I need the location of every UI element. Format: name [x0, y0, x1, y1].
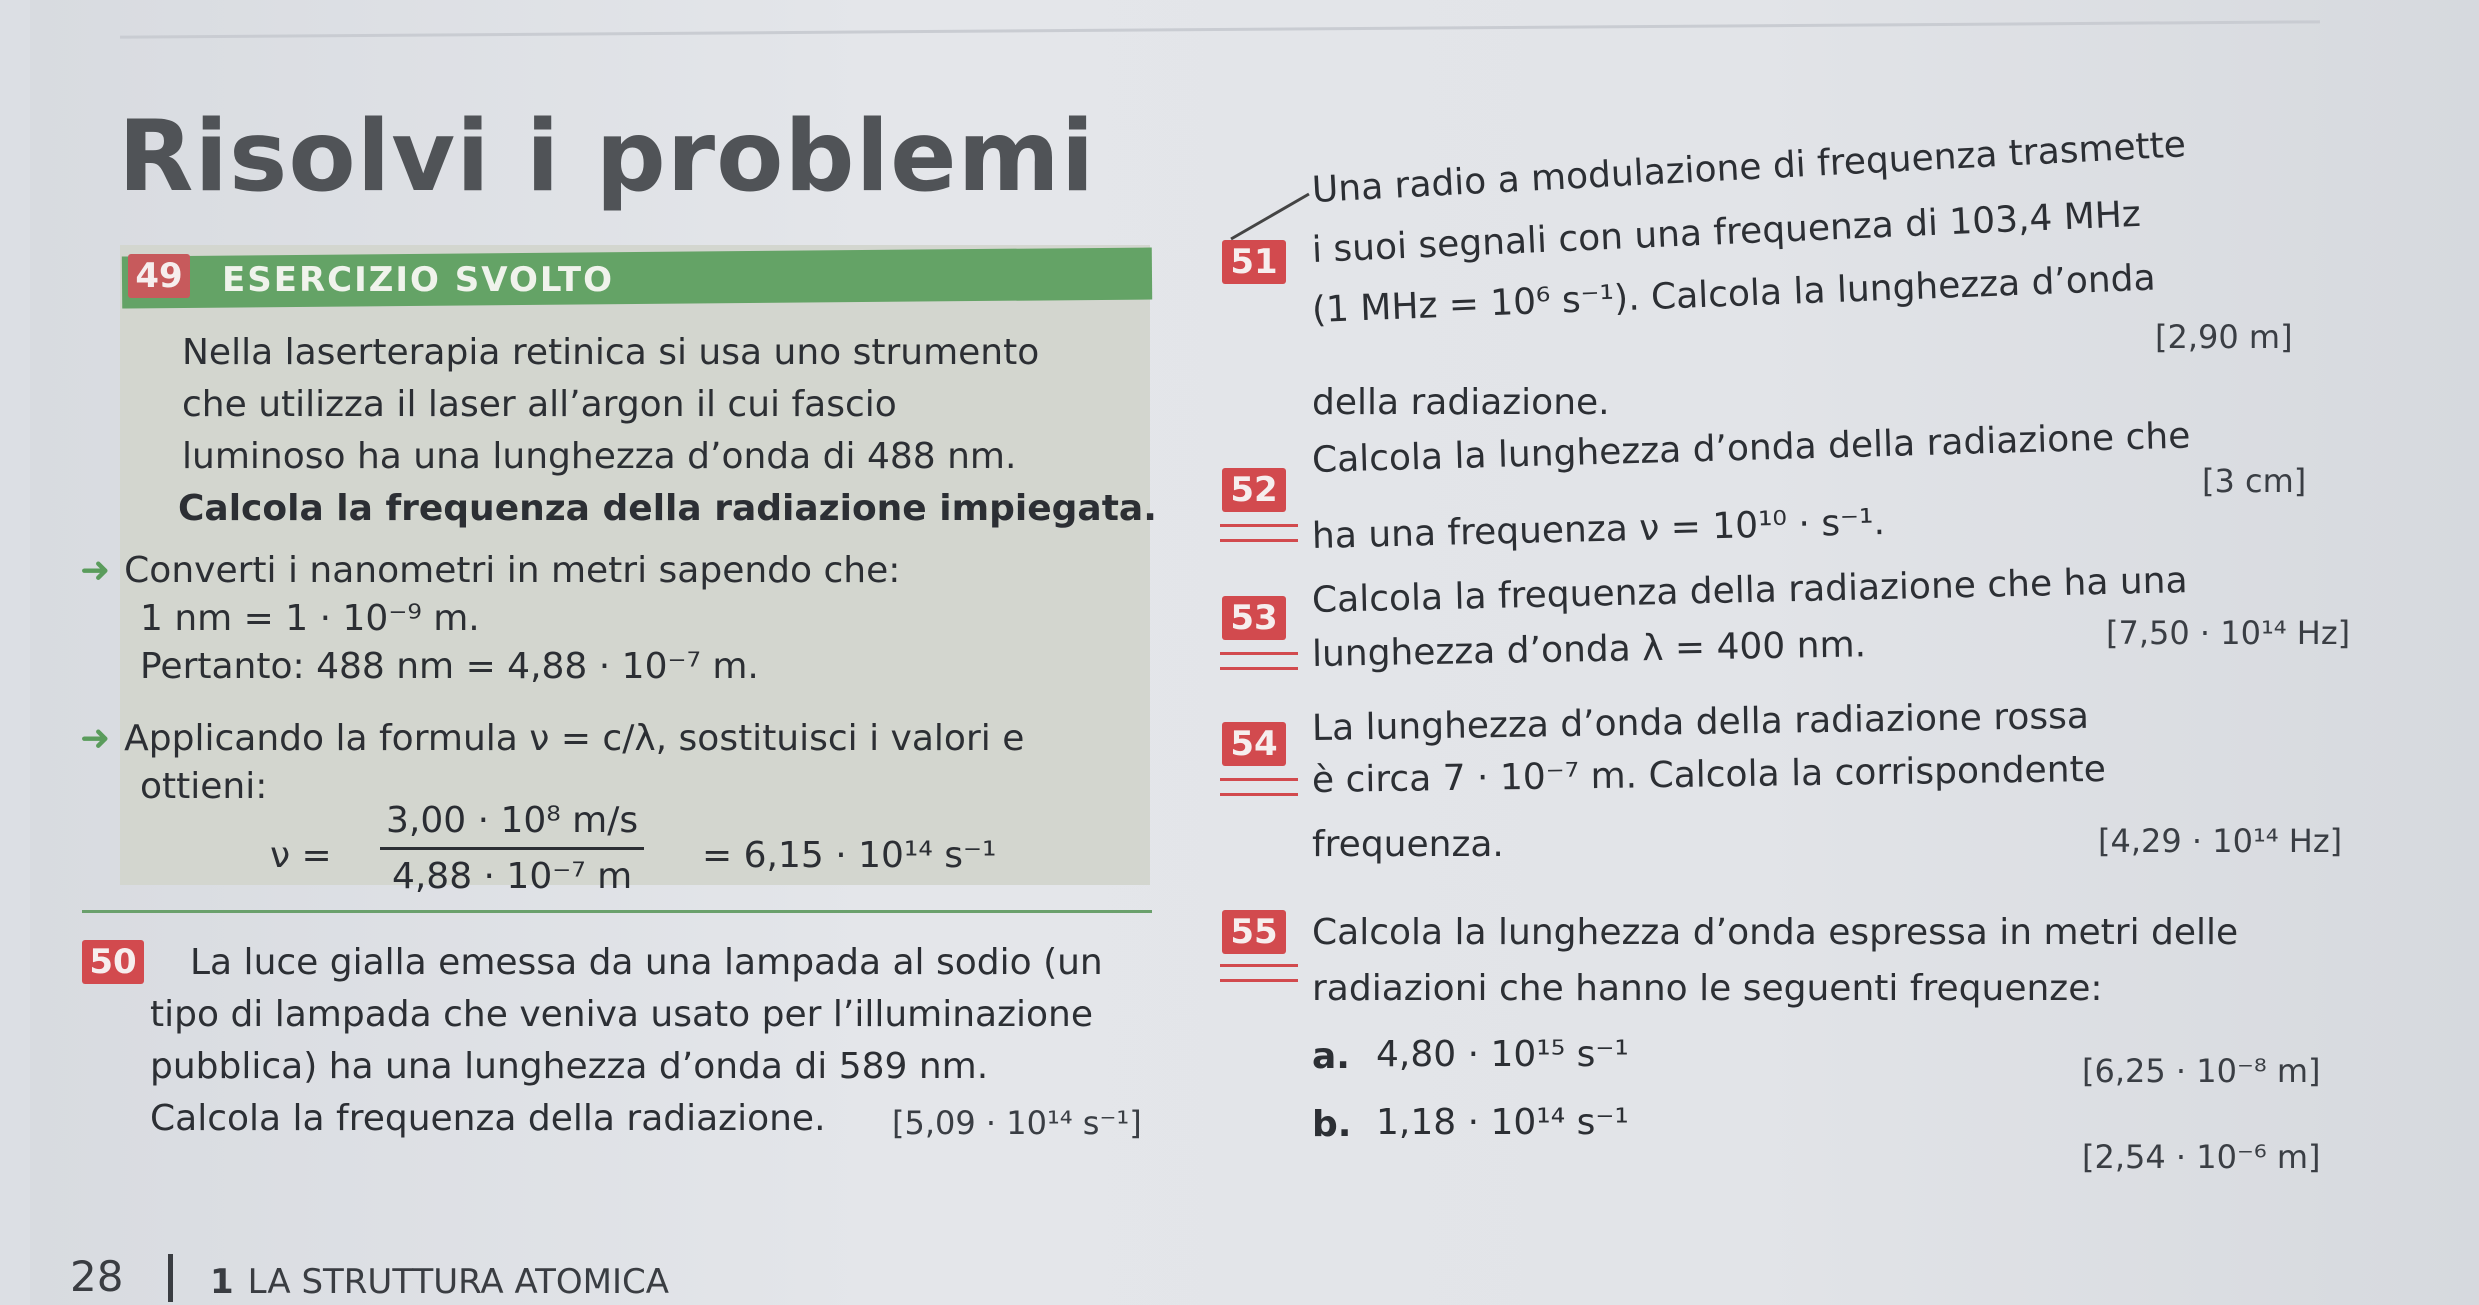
- formula-rhs: = 6,15 · 10¹⁴ s⁻¹: [702, 835, 997, 876]
- ex49-step-1: [80, 550, 900, 591]
- ex53-answer: [7,50 · 10¹⁴ Hz]: [2106, 614, 2351, 652]
- ex55-answer-b: [2,54 · 10⁻⁶ m]: [2082, 1138, 2321, 1176]
- ex51-line-3: (1 MHz = 10⁶ s⁻¹). Calcola la lunghezza d’onda: [1311, 257, 2157, 331]
- ex50-answer: [5,09 · 10¹⁴ s⁻¹]: [892, 1104, 1142, 1142]
- red-rule-marks: [1220, 964, 1298, 982]
- ex55-line-2: radiazioni che hanno le seguenti frequenze:: [1312, 968, 2103, 1009]
- section-divider: [82, 910, 1152, 913]
- ex53-line-1: Calcola la frequenza della radiazione che ha una: [1311, 560, 2188, 621]
- ex49-step-2: [80, 718, 1024, 759]
- ex55-answer-a: [6,25 · 10⁻⁸ m]: [2082, 1052, 2321, 1090]
- formula-lhs: ν =: [270, 835, 332, 876]
- ex55-item-a-label: a.: [1312, 1036, 1350, 1077]
- ex49-line-1: Nella laserterapia retinica si usa uno strumento: [182, 332, 1040, 373]
- exercise-number-50: 50: [82, 940, 144, 984]
- ex51-answer: [2,90 m]: [2155, 318, 2293, 356]
- arrow-right-icon: ➜: [80, 718, 111, 759]
- ex49-step-1-result: Pertanto: 488 nm = 4,88 · 10⁻⁷ m.: [140, 646, 759, 687]
- chapter-footer: [210, 1262, 669, 1302]
- ex49-step-2-text: Applicando la formula ν = c/λ, sostituisci i valori e: [124, 718, 1025, 759]
- footer-divider: [168, 1254, 173, 1302]
- top-rule: [120, 20, 2320, 38]
- red-rule-marks: [1220, 524, 1298, 542]
- ex49-step-1-text: Converti i nanometri in metri sapendo che:: [124, 550, 901, 591]
- ex50-line-2: tipo di lampada che veniva usato per l’illuminazione: [150, 994, 1093, 1035]
- ex49-line-2: che utilizza il laser all’argon il cui fascio: [182, 384, 897, 425]
- ex54-line-1: La lunghezza d’onda della radiazione rossa: [1311, 695, 2090, 749]
- ex52-line-1: Calcola la lunghezza d’onda della radiazione che: [1311, 415, 2191, 481]
- ex55-item-b-label: b.: [1312, 1104, 1352, 1145]
- red-rule-marks: [1220, 652, 1298, 670]
- exercise-number-52: 52: [1222, 468, 1286, 512]
- textbook-page: [30, 0, 2479, 1305]
- red-rule-marks: [1220, 778, 1298, 796]
- ex54-answer: [4,29 · 10¹⁴ Hz]: [2098, 822, 2343, 860]
- ex53-line-2: lunghezza d’onda λ = 400 nm.: [1311, 624, 1867, 675]
- ex51-line-2: i suoi segnali con una frequenza di 103,4 MHz: [1311, 193, 2142, 271]
- solved-exercise-label: ESERCIZIO SVOLTO: [222, 260, 615, 300]
- chapter-title: LA STRUTTURA ATOMICA: [247, 1262, 669, 1302]
- ex55-item-a: 4,80 · 10¹⁵ s⁻¹: [1376, 1034, 1629, 1075]
- formula-numerator: 3,00 · 10⁸ m/s: [380, 800, 644, 850]
- ex51-line-4: della radiazione.: [1312, 382, 1610, 423]
- ex49-line-4: Calcola la frequenza della radiazione impiegata.: [178, 488, 1157, 529]
- ex55-item-b: 1,18 · 10¹⁴ s⁻¹: [1376, 1102, 1629, 1143]
- ex52-answer: [3 cm]: [2202, 462, 2307, 500]
- ex50-line-1: La luce gialla emessa da una lampada al sodio (un: [190, 942, 1103, 983]
- exercise-number-51: 51: [1222, 240, 1286, 284]
- ex49-line-3: luminoso ha una lunghezza d’onda di 488 nm.: [182, 436, 1017, 477]
- arrow-right-icon: ➜: [80, 550, 111, 591]
- ex50-line-3: pubblica) ha una lunghezza d’onda di 589 nm.: [150, 1046, 989, 1087]
- ex54-line-3: frequenza.: [1312, 824, 1504, 865]
- formula-fraction: [380, 800, 644, 897]
- formula-denominator: 4,88 · 10⁻⁷ m: [391, 856, 633, 897]
- ex54-line-2: è circa 7 · 10⁻⁷ m. Calcola la corrispondente: [1311, 748, 2107, 801]
- ex50-line-4: Calcola la frequenza della radiazione.: [150, 1098, 826, 1139]
- ex55-line-1: Calcola la lunghezza d’onda espressa in metri delle: [1312, 912, 2239, 953]
- page-number: 28: [70, 1252, 124, 1301]
- divider-tick: [1230, 193, 1309, 241]
- page-title: Risolvi i problemi: [118, 100, 1096, 214]
- chapter-index: 1: [210, 1262, 234, 1302]
- exercise-number-53: 53: [1222, 596, 1286, 640]
- ex49-step-2b: ottieni:: [140, 766, 268, 807]
- ex51-line-1: Una radio a modulazione di frequenza trasmette: [1310, 124, 2187, 211]
- ex49-step-1-equation: 1 nm = 1 · 10⁻⁹ m.: [140, 598, 480, 639]
- exercise-number-55: 55: [1222, 910, 1286, 954]
- exercise-number-49: 49: [128, 254, 190, 298]
- ex52-line-2: ha una frequenza ν = 10¹⁰ · s⁻¹.: [1311, 502, 1886, 557]
- exercise-number-54: 54: [1222, 722, 1286, 766]
